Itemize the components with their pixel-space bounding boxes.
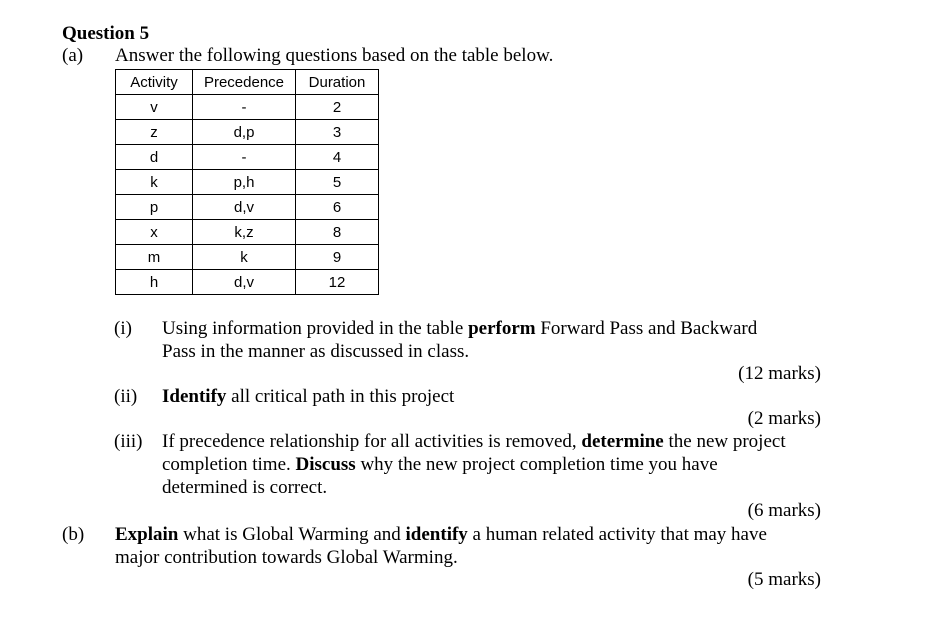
- table-row: [116, 120, 379, 145]
- part-b-keyword-identify: identify: [405, 524, 468, 545]
- precedence-cell: k,z: [193, 220, 296, 245]
- sub-i-marks: (12 marks): [738, 363, 821, 384]
- sub-iii-keyword-determine: determine: [581, 431, 664, 452]
- sub-iii-line2-cont: why the new project completion time you have: [355, 454, 718, 475]
- duration-cell: 12: [296, 270, 379, 295]
- activity-cell: d: [116, 145, 193, 170]
- part-b-text: what is Global Warming and: [178, 524, 406, 545]
- duration-cell: 5: [296, 170, 379, 195]
- sub-i-line2: Pass in the manner as discussed in class.: [162, 341, 470, 362]
- duration-cell: 2: [296, 95, 379, 120]
- sub-i-text-cont: Forward Pass and Backward: [535, 318, 758, 339]
- activity-cell: p: [116, 195, 193, 220]
- sub-i-line1: [162, 317, 757, 340]
- precedence-cell: d,v: [193, 270, 296, 295]
- activity-cell: v: [116, 95, 193, 120]
- sub-ii-text: all critical path in this project: [226, 386, 455, 407]
- activity-cell: k: [116, 170, 193, 195]
- sub-iii-line2: [162, 453, 718, 476]
- part-b-keyword-explain: Explain: [115, 524, 179, 545]
- precedence-cell: p,h: [193, 170, 296, 195]
- sub-iii-line1: [162, 430, 786, 453]
- table-row: [116, 95, 379, 120]
- activity-cell: z: [116, 120, 193, 145]
- activity-cell: h: [116, 270, 193, 295]
- sub-iii-line2-text: completion time.: [162, 454, 296, 475]
- activity-table: [115, 69, 379, 295]
- sub-i-label: (i): [114, 318, 132, 339]
- column-header: Duration: [296, 70, 379, 95]
- column-header: Precedence: [193, 70, 296, 95]
- duration-cell: 3: [296, 120, 379, 145]
- question-title: Question 5: [62, 23, 150, 44]
- precedence-cell: -: [193, 95, 296, 120]
- sub-iii-keyword-discuss: Discuss: [295, 454, 356, 475]
- duration-cell: 8: [296, 220, 379, 245]
- precedence-cell: d,v: [193, 195, 296, 220]
- sub-ii-line1: [162, 385, 454, 408]
- precedence-cell: k: [193, 245, 296, 270]
- table-row: [116, 270, 379, 295]
- sub-i-keyword: perform: [468, 318, 536, 339]
- sub-iii-marks: (6 marks): [747, 500, 821, 521]
- activity-cell: m: [116, 245, 193, 270]
- table-row: [116, 220, 379, 245]
- activity-cell: x: [116, 220, 193, 245]
- table-row: [116, 145, 379, 170]
- table-row: [116, 245, 379, 270]
- sub-ii-marks: (2 marks): [747, 408, 821, 429]
- sub-ii-label: (ii): [114, 386, 138, 407]
- part-b-text-cont: a human related activity that may have: [467, 524, 767, 545]
- sub-ii-keyword: Identify: [162, 386, 227, 407]
- part-b-line2: major contribution towards Global Warming.: [115, 547, 458, 568]
- part-a-intro: Answer the following questions based on the table below.: [115, 45, 554, 66]
- part-b-marks: (5 marks): [747, 569, 821, 590]
- precedence-cell: -: [193, 145, 296, 170]
- sub-iii-line3: determined is correct.: [162, 477, 328, 498]
- sub-i-text: Using information provided in the table: [162, 318, 469, 339]
- part-b-line1: [115, 523, 767, 546]
- table-row: [116, 170, 379, 195]
- duration-cell: 6: [296, 195, 379, 220]
- part-a-label: (a): [62, 45, 84, 66]
- part-b-label: (b): [62, 524, 85, 545]
- sub-iii-text-cont: the new project: [663, 431, 786, 452]
- duration-cell: 4: [296, 145, 379, 170]
- sub-iii-text: If precedence relationship for all activities is removed,: [162, 431, 582, 452]
- column-header: Activity: [116, 70, 193, 95]
- table-header-row: [116, 70, 379, 95]
- table-row: [116, 195, 379, 220]
- precedence-cell: d,p: [193, 120, 296, 145]
- sub-iii-label: (iii): [114, 431, 143, 452]
- duration-cell: 9: [296, 245, 379, 270]
